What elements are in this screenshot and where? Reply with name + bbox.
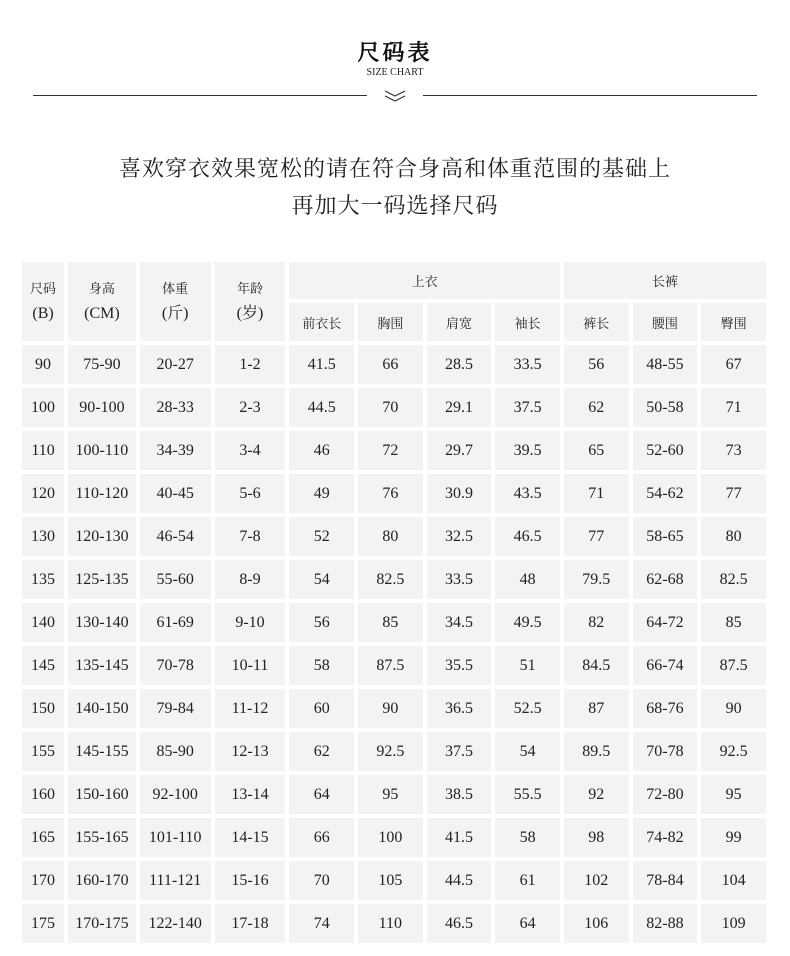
cell-size: 175 — [22, 904, 64, 943]
cell-weight: 122-140 — [140, 904, 211, 943]
cell-pants-length: 102 — [564, 861, 629, 900]
table-row — [22, 818, 766, 857]
cell-height: 140-150 — [68, 689, 136, 728]
cell-size: 90 — [22, 345, 64, 384]
cell-front-length: 54 — [289, 560, 354, 599]
group-header-pants: 长裤 — [564, 262, 766, 299]
cell-shoulder: 46.5 — [427, 904, 492, 943]
cell-pants-length: 77 — [564, 517, 629, 556]
cell-weight: 34-39 — [140, 431, 211, 470]
cell-sleeve: 49.5 — [495, 603, 560, 642]
cell-age: 14-15 — [215, 818, 286, 857]
col-header-size — [22, 262, 64, 341]
cell-shoulder: 28.5 — [427, 345, 492, 384]
cell-age: 10-11 — [215, 646, 286, 685]
cell-shoulder: 33.5 — [427, 560, 492, 599]
cell-front-length: 74 — [289, 904, 354, 943]
cell-hip: 82.5 — [701, 560, 766, 599]
cell-front-length: 58 — [289, 646, 354, 685]
cell-chest: 66 — [358, 345, 423, 384]
cell-age: 8-9 — [215, 560, 286, 599]
cell-weight: 92-100 — [140, 775, 211, 814]
cell-size: 160 — [22, 775, 64, 814]
chevron-down-icon — [380, 88, 410, 104]
cell-age: 2-3 — [215, 388, 286, 427]
cell-waist: 68-76 — [633, 689, 698, 728]
col-header-height-en: (CM) — [84, 304, 120, 322]
cell-front-length: 64 — [289, 775, 354, 814]
cell-hip: 67 — [701, 345, 766, 384]
cell-size: 170 — [22, 861, 64, 900]
cell-sleeve: 48 — [495, 560, 560, 599]
cell-weight: 101-110 — [140, 818, 211, 857]
col-header-sleeve: 袖长 — [495, 303, 560, 341]
cell-height: 130-140 — [68, 603, 136, 642]
cell-front-length: 62 — [289, 732, 354, 771]
cell-age: 5-6 — [215, 474, 286, 513]
cell-pants-length: 89.5 — [564, 732, 629, 771]
sizing-note-line2: 再加大一码选择尺码 — [291, 194, 499, 219]
cell-sleeve: 43.5 — [495, 474, 560, 513]
cell-waist: 70-78 — [633, 732, 698, 771]
cell-pants-length: 71 — [564, 474, 629, 513]
page-subtitle: SIZE CHART — [366, 67, 424, 78]
cell-size: 120 — [22, 474, 64, 513]
cell-height: 150-160 — [68, 775, 136, 814]
cell-height: 155-165 — [68, 818, 136, 857]
cell-shoulder: 44.5 — [427, 861, 492, 900]
cell-height: 75-90 — [68, 345, 136, 384]
cell-waist: 62-68 — [633, 560, 698, 599]
cell-front-length: 60 — [289, 689, 354, 728]
cell-pants-length: 106 — [564, 904, 629, 943]
cell-hip: 87.5 — [701, 646, 766, 685]
cell-hip: 92.5 — [701, 732, 766, 771]
table-row — [22, 732, 766, 771]
cell-age: 12-13 — [215, 732, 286, 771]
cell-chest: 110 — [358, 904, 423, 943]
cell-weight: 61-69 — [140, 603, 211, 642]
cell-sleeve: 51 — [495, 646, 560, 685]
cell-waist: 64-72 — [633, 603, 698, 642]
cell-hip: 109 — [701, 904, 766, 943]
cell-shoulder: 35.5 — [427, 646, 492, 685]
cell-front-length: 49 — [289, 474, 354, 513]
col-header-size-en: (B) — [32, 304, 54, 322]
table-row — [22, 603, 766, 642]
cell-sleeve: 33.5 — [495, 345, 560, 384]
col-header-weight-cn: 体重 — [162, 281, 189, 297]
cell-sleeve: 55.5 — [495, 775, 560, 814]
cell-height: 100-110 — [68, 431, 136, 470]
cell-chest: 85 — [358, 603, 423, 642]
cell-age: 13-14 — [215, 775, 286, 814]
cell-shoulder: 30.9 — [427, 474, 492, 513]
cell-waist: 72-80 — [633, 775, 698, 814]
cell-age: 15-16 — [215, 861, 286, 900]
cell-waist: 74-82 — [633, 818, 698, 857]
cell-hip: 77 — [701, 474, 766, 513]
col-header-front-length: 前衣长 — [289, 303, 354, 341]
cell-hip: 90 — [701, 689, 766, 728]
col-header-age-en: (岁) — [236, 304, 264, 322]
cell-weight: 55-60 — [140, 560, 211, 599]
cell-size: 150 — [22, 689, 64, 728]
cell-sleeve: 39.5 — [495, 431, 560, 470]
cell-sleeve: 37.5 — [495, 388, 560, 427]
cell-shoulder: 29.1 — [427, 388, 492, 427]
cell-pants-length: 92 — [564, 775, 629, 814]
cell-front-length: 46 — [289, 431, 354, 470]
cell-shoulder: 34.5 — [427, 603, 492, 642]
cell-pants-length: 98 — [564, 818, 629, 857]
cell-size: 140 — [22, 603, 64, 642]
page-title: 尺码表 — [357, 40, 433, 66]
group-header-top: 上衣 — [289, 262, 560, 299]
cell-sleeve: 46.5 — [495, 517, 560, 556]
cell-age: 9-10 — [215, 603, 286, 642]
cell-age: 3-4 — [215, 431, 286, 470]
cell-chest: 100 — [358, 818, 423, 857]
col-header-hip: 臀围 — [701, 303, 766, 341]
cell-waist: 78-84 — [633, 861, 698, 900]
header-row — [22, 262, 766, 299]
col-header-size-cn: 尺码 — [30, 281, 57, 297]
table-row — [22, 474, 766, 513]
cell-weight: 20-27 — [140, 345, 211, 384]
cell-shoulder: 37.5 — [427, 732, 492, 771]
cell-shoulder: 29.7 — [427, 431, 492, 470]
cell-chest: 92.5 — [358, 732, 423, 771]
cell-shoulder: 36.5 — [427, 689, 492, 728]
cell-waist: 52-60 — [633, 431, 698, 470]
divider-left — [33, 95, 367, 96]
cell-pants-length: 65 — [564, 431, 629, 470]
cell-hip: 80 — [701, 517, 766, 556]
cell-chest: 72 — [358, 431, 423, 470]
cell-hip: 71 — [701, 388, 766, 427]
cell-weight: 70-78 — [140, 646, 211, 685]
cell-size: 110 — [22, 431, 64, 470]
cell-waist: 54-62 — [633, 474, 698, 513]
cell-sleeve: 64 — [495, 904, 560, 943]
cell-weight: 40-45 — [140, 474, 211, 513]
cell-waist: 58-65 — [633, 517, 698, 556]
cell-chest: 70 — [358, 388, 423, 427]
cell-front-length: 44.5 — [289, 388, 354, 427]
cell-height: 170-175 — [68, 904, 136, 943]
cell-chest: 82.5 — [358, 560, 423, 599]
cell-size: 155 — [22, 732, 64, 771]
col-header-height — [68, 262, 136, 341]
cell-age: 7-8 — [215, 517, 286, 556]
table-row — [22, 345, 766, 384]
cell-front-length: 66 — [289, 818, 354, 857]
cell-size: 130 — [22, 517, 64, 556]
cell-waist: 66-74 — [633, 646, 698, 685]
cell-sleeve: 61 — [495, 861, 560, 900]
cell-front-length: 56 — [289, 603, 354, 642]
cell-hip: 85 — [701, 603, 766, 642]
cell-shoulder: 41.5 — [427, 818, 492, 857]
col-header-waist: 腰围 — [633, 303, 698, 341]
cell-weight: 85-90 — [140, 732, 211, 771]
col-header-pants-length: 裤长 — [564, 303, 629, 341]
cell-chest: 76 — [358, 474, 423, 513]
cell-hip: 104 — [701, 861, 766, 900]
cell-height: 90-100 — [68, 388, 136, 427]
cell-chest: 95 — [358, 775, 423, 814]
cell-front-length: 70 — [289, 861, 354, 900]
cell-pants-length: 82 — [564, 603, 629, 642]
cell-weight: 28-33 — [140, 388, 211, 427]
col-header-chest: 胸围 — [358, 303, 423, 341]
col-header-weight-en: (斤) — [161, 304, 189, 322]
col-header-age — [215, 262, 286, 341]
cell-sleeve: 52.5 — [495, 689, 560, 728]
cell-height: 160-170 — [68, 861, 136, 900]
cell-waist: 50-58 — [633, 388, 698, 427]
table-row — [22, 689, 766, 728]
cell-front-length: 52 — [289, 517, 354, 556]
cell-age: 11-12 — [215, 689, 286, 728]
cell-size: 100 — [22, 388, 64, 427]
cell-age: 17-18 — [215, 904, 286, 943]
col-header-weight — [140, 262, 211, 341]
table-row — [22, 775, 766, 814]
cell-height: 125-135 — [68, 560, 136, 599]
cell-height: 120-130 — [68, 517, 136, 556]
divider-right — [423, 95, 757, 96]
cell-hip: 99 — [701, 818, 766, 857]
cell-height: 145-155 — [68, 732, 136, 771]
cell-front-length: 41.5 — [289, 345, 354, 384]
table-row — [22, 646, 766, 685]
cell-size: 135 — [22, 560, 64, 599]
cell-pants-length: 62 — [564, 388, 629, 427]
cell-chest: 90 — [358, 689, 423, 728]
cell-waist: 82-88 — [633, 904, 698, 943]
cell-age: 1-2 — [215, 345, 286, 384]
table-row — [22, 560, 766, 599]
cell-size: 165 — [22, 818, 64, 857]
table-row — [22, 431, 766, 470]
col-header-height-cn: 身高 — [88, 281, 115, 297]
cell-pants-length: 87 — [564, 689, 629, 728]
cell-chest: 87.5 — [358, 646, 423, 685]
cell-hip: 73 — [701, 431, 766, 470]
cell-pants-length: 56 — [564, 345, 629, 384]
sizing-note-line1: 喜欢穿衣效果宽松的请在符合身高和体重范围的基础上 — [118, 157, 671, 182]
cell-height: 135-145 — [68, 646, 136, 685]
cell-chest: 80 — [358, 517, 423, 556]
col-header-shoulder: 肩宽 — [427, 303, 492, 341]
table-row — [22, 904, 766, 943]
table-row — [22, 517, 766, 556]
cell-hip: 95 — [701, 775, 766, 814]
table-row — [22, 861, 766, 900]
cell-sleeve: 58 — [495, 818, 560, 857]
cell-weight: 46-54 — [140, 517, 211, 556]
cell-size: 145 — [22, 646, 64, 685]
cell-chest: 105 — [358, 861, 423, 900]
cell-shoulder: 32.5 — [427, 517, 492, 556]
cell-weight: 79-84 — [140, 689, 211, 728]
cell-height: 110-120 — [68, 474, 136, 513]
cell-shoulder: 38.5 — [427, 775, 492, 814]
cell-pants-length: 84.5 — [564, 646, 629, 685]
size-chart-table — [18, 258, 770, 947]
cell-weight: 111-121 — [140, 861, 211, 900]
cell-sleeve: 54 — [495, 732, 560, 771]
cell-pants-length: 79.5 — [564, 560, 629, 599]
cell-waist: 48-55 — [633, 345, 698, 384]
table-row — [22, 388, 766, 427]
col-header-age-cn: 年龄 — [236, 281, 263, 297]
